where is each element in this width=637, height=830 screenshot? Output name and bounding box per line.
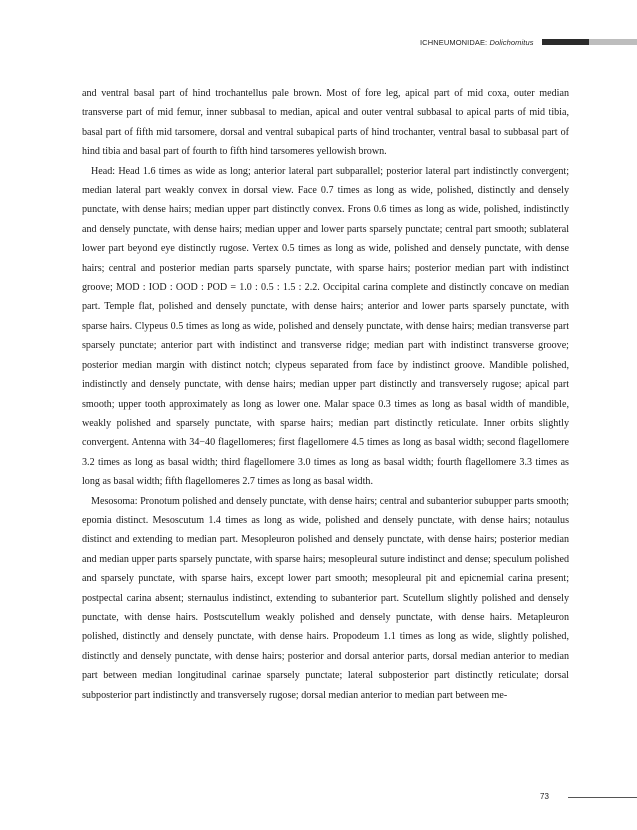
paragraph-color-continued: and ventral basal part of hind trochantellus pale brown. Most of fore leg, apical part of mid coxa, outer median transverse part of mid femur, inner subbasal to median, apical and outer ventral subbasal to apical parts of mid tibia, basal part of fifth mid tarsomere, dorsal and ventral subapical parts of hind trochanter, ventral basal to subbasal part of hind tibia and basal part of fourth to fifth hind tarsomeres yellowish brown. (82, 88, 569, 158)
running-head-text (420, 38, 534, 47)
paragraph-head: Head: Head 1.6 times as wide as long; anterior lateral part subparallel; posterior lateral part indistinctly convergent; median lateral part weakly convex in dorsal view. Face 0.7 times as long as wide, polished, distinctly and densely punctate, with dense hairs; median upper part distinctly convex. Frons 0.6 times as long as wide, polished, indistinctly and densely punctate, with dense hairs; median upper and lower parts sparsely punctate; central part smooth; sublateral lower part beyond eye distinctly rugose. Vertex 0.5 times as long as wide, polished and densely punctate, with dense hairs; central and posterior median parts sparsely punctate, with sparse hairs; posterior median part with indistinct groove; MOD : IOD : OOD : POD = 1.0 : 0.5 : 1.5 : 2.2. Occipital carina complete and distinctly concave on median part. Temple flat, polished and densely punctate, with dense hairs; anterior and lower parts sparsely punctate, with sparse hairs. Clypeus 0.5 times as long as wide, polished and densely punctate, with dense hairs; median transverse part sparsely punctate; anterior part with indistinct and transverse ridge; median part with indistinct transverse groove; posterior median margin with distinct notch; clypeus separated from face by indistinct groove. Mandible polished, indistinctly and densely punctate, with dense hairs; median upper part distinctly and transversely rugose; apical part smooth; upper tooth approximately as long as lower one. Malar space 0.3 times as long as basal width of mandible, weakly polished and sparsely punctate, with sparse hairs; median part distinctly reticulate. Inner orbits slightly convergent. Antenna with 34−40 flagellomeres; first flagellomere 4.5 times as long as basal width; second flagellomere 3.2 times as long as basal width; third flagellomere 3.0 times as long as basal width; fourth flagellomere 3.3 times as long as basal width; fifth flagellomeres 2.7 times as long as basal width. (82, 165, 569, 488)
running-head-genus: Dolichomitus (489, 37, 534, 47)
body-text (82, 84, 569, 705)
running-head-bar-end (589, 39, 637, 45)
paragraph-mesosoma: Mesosoma: Pronotum polished and densely punctate, with dense hairs; central and subanterior subupper parts smooth; epomia distinct. Mesoscutum 1.4 times as long as wide, polished and densely punctate, with dense hairs; notaulus distinct and extending to median part. Mesopleuron polished and densely punctate, with dense hairs; posterior median and median upper parts sparsely punctate, with sparse hairs; mesopleural suture indistinct and dense; speculum polished and sparsely punctate, with sparse hairs, except lower part smooth; mesopleural pit and epicnemial carina present; postpectal carina absent; sternaulus indistinct, extending to subanterior part. Scutellum slightly polished and densely punctate, with dense hairs. Postscutellum weakly polished and densely punctate, with dense hairs. Metapleuron polished, distinctly and densely punctate, with dense hairs. Propodeum 1.1 times as long as wide, slightly polished, distinctly and densely punctate, with dense hairs; posterior and dorsal anterior parts, dorsal median anterior to median part between median longitudinal carinae sparsely punctate; lateral subposterior part distinctly reticulate; dorsal subposterior part indistinctly and transversely rugose; dorsal median anterior to median part between me- (82, 495, 569, 701)
running-head-family: ICHNEUMONIDAE: (420, 37, 488, 47)
page-number: 73 (540, 792, 549, 801)
running-head (420, 36, 637, 48)
page-number-rule (568, 797, 637, 798)
